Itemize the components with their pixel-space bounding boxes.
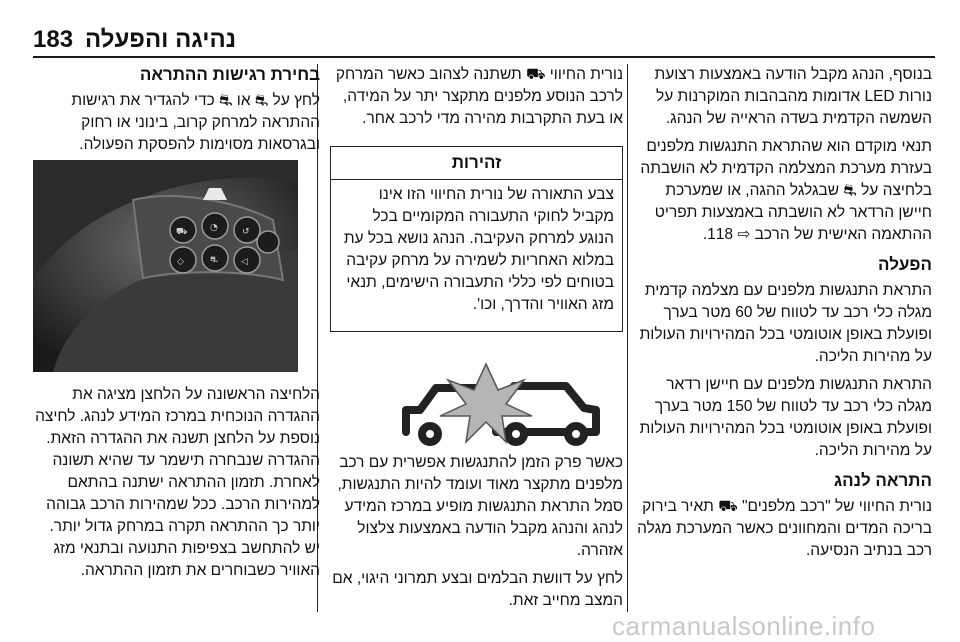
paragraph: תנאי מוקדם הוא שהתראת התנגשות מלפנים בעזרת מערכת המצלמה הקדמית לא הושבתה בלחיצה על ⛐ שבגלגל ההגה, או שמערכת חיישן הרדאר לא הושבתה באמצעות תפריט ההתאמה האישית של הרכב ⇨ 118. <box>640 138 932 243</box>
page-header <box>0 0 960 60</box>
paragraph: לחץ על דוושת הבלמים ובצע תמרוני היגוי, אם המצב מחייב זאת. <box>332 570 623 609</box>
paragraph: התראת התנגשות מלפנים עם מצלמה קדמית מגלה כלי רכב עד לטווח של 60 מטר בערך ופועלת באופן אוטומטי בכל המהירויות העולות על מהירות הליכה. <box>639 282 932 365</box>
paragraph: לחץ על ⛐ או ⛐ כדי להגדיר את רגישות ההתראה למרחק קרוב, בינוני או רחוק ובגרסאות מסוימות להפסקת הפעולה. <box>71 92 320 153</box>
warning-box <box>330 146 623 332</box>
paragraph: כאשר פרק הזמן להתנגשות אפשרית עם רכב מלפנים מתקצר מאוד ועומד להיות התנגשות, סמל התראת התנגשות מופיע במרכז המידע לנהג והנהג מקבל הודעה באמצעות צלצול אזהרה. <box>337 454 623 559</box>
heading-driver-alert: התראה לנהג <box>834 471 932 490</box>
svg-text:◁: ◁ <box>241 257 248 267</box>
column-left <box>30 64 320 156</box>
heading-activation: הפעלה <box>878 255 932 274</box>
paragraph: התראת התנגשות מלפנים עם חיישן רדאר מגלה כלי רכב עד לטווח של 150 מטר בערך ופועלת באופן אוטומטי בכל המהירויות העולות על מהירות הליכה. <box>639 376 932 459</box>
svg-text:◇: ◇ <box>177 257 184 267</box>
page-number: 183 <box>33 26 74 53</box>
section-title: נהיגה והפעלה <box>85 26 237 53</box>
column-right <box>636 64 932 562</box>
steering-wheel-photo <box>33 160 298 372</box>
warning-text: צבע התאורה של נורית החיווי הזו אינו מקביל לחוקי התעבורה המקומיים בכל הנוגע למרחק העקיבה. הנהג נושא בכל עת במלוא האחריות לשמירה על מרחק עקיבה בטוחים לפי כללי התעבורה הישימים, תנאי מזג האוויר והדרך, וכו'. <box>343 186 614 313</box>
column-middle <box>330 64 623 130</box>
paragraph: נורית החיווי של "רכב מלפנים" ⛟ תאיר בירוק בריכה המדים והמחוונים כאשר המערכת מגלה רכב בנתיב הנסיעה. <box>637 498 932 559</box>
svg-text:↺: ↺ <box>242 227 250 237</box>
column-middle-lower <box>330 452 623 612</box>
svg-text:⛐: ⛐ <box>210 255 218 265</box>
header-rule <box>33 56 935 58</box>
svg-text:◔: ◔ <box>210 223 218 233</box>
paragraph: נורית החיווי ⛟ תשתנה לצהוב כאשר המרחק לרכב הנוסע מלפנים מתקצר יתר על המידה, או בעת התקרבות מהירה מדי לרכב אחר. <box>335 66 623 127</box>
column-left-lower <box>30 384 320 582</box>
paragraph: הלחיצה הראשונה על הלחצן מציגה את ההגדרה הנוכחית במרכז המידע לנהג. לחיצה נוספת על הלחצן תשנה את ההגדרה הזאת. ההגדרה שנבחרה תישמר עד שהיא תשונה לאחרת. תזמון ההתראה ישתנה בהתאם למהירות הרכב. ככל שמהירות הרכב גבוהה יותר כך ההתראה תקרה במרחק גדול יותר. יש להתחשב בצפיפות התנועה ובתנאי מזג האוויר כשבוחרים את תזמון ההתראה. <box>35 386 320 579</box>
column-divider <box>627 64 628 612</box>
watermark: carmanualsonline.info <box>612 611 876 641</box>
svg-text:⛟: ⛟ <box>176 227 188 237</box>
warning-title: זהירות <box>331 147 622 180</box>
heading-sensitivity: בחירת רגישות ההתראה <box>139 65 320 84</box>
paragraph: בנוסף, הנהג מקבל הודעה באמצעות רצועת נורות LED אדומות מהבהבות המוקרנות על השמשה הקדמית בשדה הראייה של הנהג. <box>654 66 932 127</box>
collision-warning-icon <box>336 350 616 450</box>
